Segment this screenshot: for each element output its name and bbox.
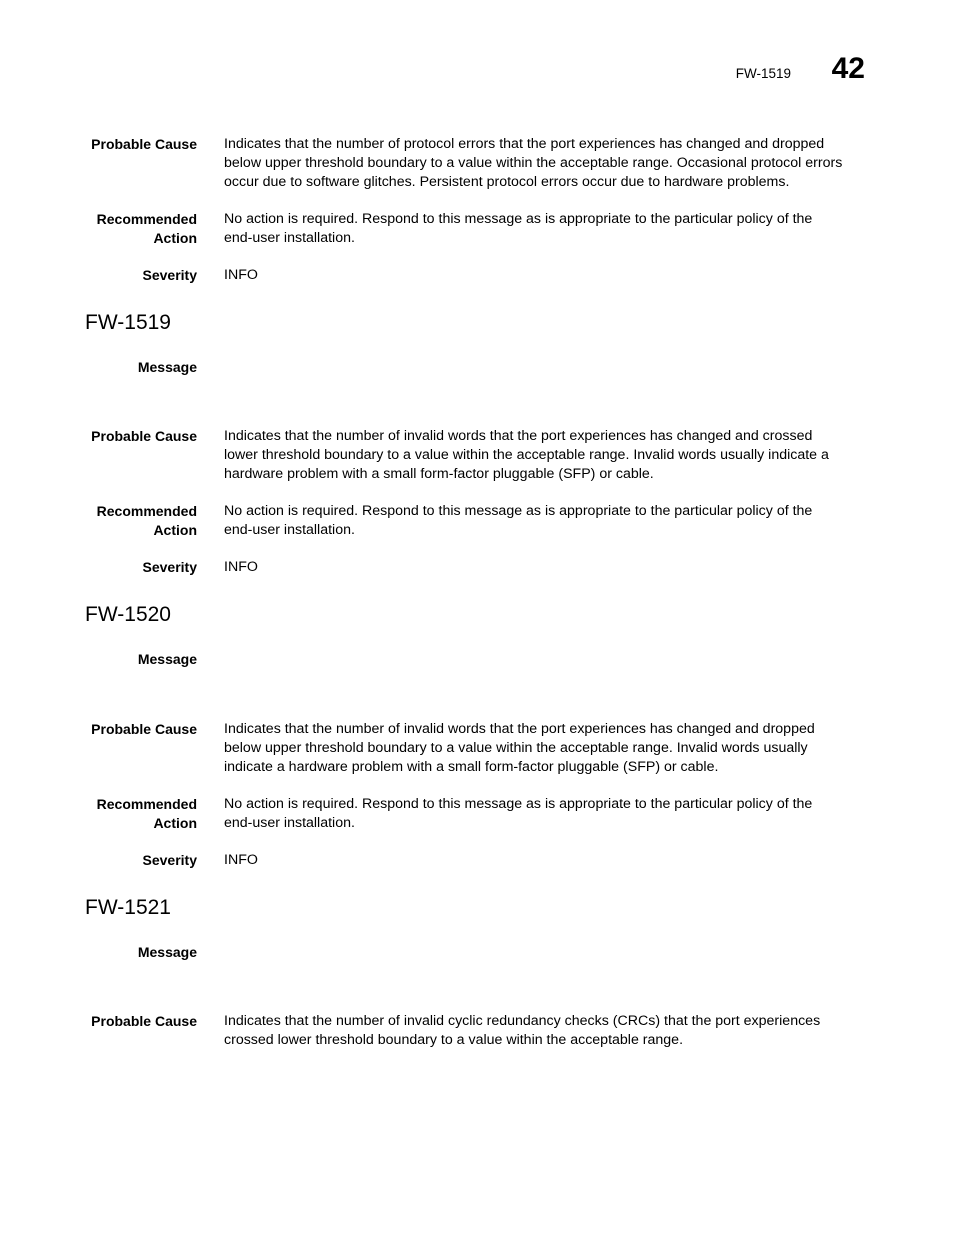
- probable-cause-label: Probable Cause: [91, 721, 197, 737]
- recommended-action-label: Recommended Action: [96, 211, 197, 246]
- severity-value: INFO: [224, 559, 258, 575]
- section-heading-fw-1520: FW-1520: [85, 603, 171, 626]
- probable-cause-label: Probable Cause: [91, 136, 197, 152]
- recommended-action-label: Recommended Action: [96, 796, 197, 831]
- recommended-action-label: Recommended Action: [96, 503, 197, 538]
- running-head: FW-1519: [735, 66, 791, 81]
- probable-cause-text: Indicates that the number of invalid words that the port experiences has changed and crossed lower threshold boundary to a value within the acceptable range. Invalid words usually indicate a hardware problem with a small form-factor pluggable (SFP) or cable.: [224, 428, 829, 482]
- probable-cause-text: Indicates that the number of invalid words that the port experiences has changed and dropped below upper threshold boundary to a value within the acceptable range. Invalid words usually indicate a hardware problem with a small form-factor pluggable (SFP) or cable.: [224, 721, 815, 775]
- probable-cause-label: Probable Cause: [91, 1013, 197, 1029]
- severity-label: Severity: [142, 852, 197, 868]
- recommended-action-text: No action is required. Respond to this message as is appropriate to the particular policy of the end-user installation.: [224, 211, 813, 246]
- probable-cause-label: Probable Cause: [91, 428, 197, 444]
- probable-cause-text: Indicates that the number of invalid cyclic redundancy checks (CRCs) that the port experiences crossed lower threshold boundary to a value within the acceptable range.: [224, 1013, 821, 1048]
- severity-label: Severity: [142, 267, 197, 283]
- severity-value: INFO: [224, 852, 258, 868]
- probable-cause-text: Indicates that the number of protocol errors that the port experiences has changed and dropped below upper threshold boundary to a value within the acceptable range. Occasional protocol errors occur due to software glitches. Persistent protocol errors occur due to hardware problems.: [224, 136, 843, 190]
- message-label: Message: [137, 944, 197, 960]
- recommended-action-text: No action is required. Respond to this message as is appropriate to the particular policy of the end-user installation.: [224, 796, 813, 831]
- recommended-action-text: No action is required. Respond to this message as is appropriate to the particular policy of the end-user installation.: [224, 503, 813, 538]
- message-label: Message: [137, 359, 197, 375]
- severity-label: Severity: [142, 559, 197, 575]
- section-heading-fw-1519: FW-1519: [85, 311, 171, 334]
- message-label: Message: [137, 651, 197, 667]
- severity-value: INFO: [224, 267, 258, 283]
- page-number: 42: [831, 52, 865, 85]
- section-heading-fw-1521: FW-1521: [85, 896, 171, 919]
